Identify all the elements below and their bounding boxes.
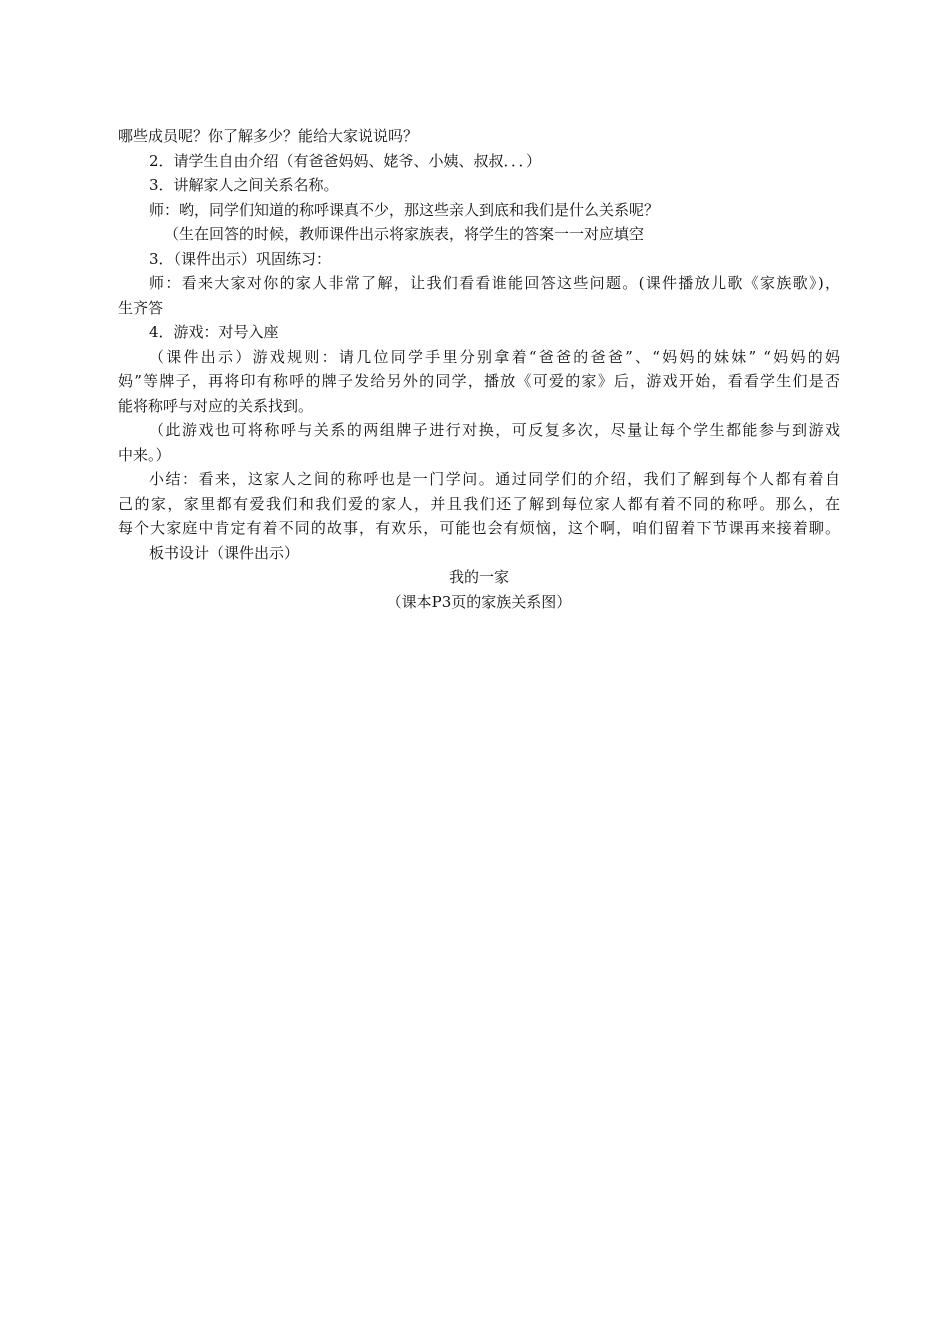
paragraph-line: 3．（课件出示）巩固练习：: [149, 249, 332, 268]
document-body: [118, 124, 840, 614]
paragraph-line: 4．游戏：对号入座: [149, 323, 279, 341]
paragraph-line: 己的家，家里都有爱我们和我们爱的家人，并且我们还了解到每位家人都有着不同的称呼。那么，在: [118, 494, 840, 513]
paragraph-line: （课件出示）游戏规则：请几位同学手里分别拿着“爸爸的爸爸”、“妈妈的妹妹” “妈妈的妈: [149, 347, 840, 366]
paragraph-line: 每个大家庭中肯定有着不同的故事，有欢乐，可能也会有烦恼，这个啊，咱们留着下节课再来接着聊。: [118, 519, 840, 537]
board-title: 我的一家: [448, 568, 509, 586]
paragraph-line: 生齐答: [118, 298, 164, 317]
board-subtitle: （课本P3页的家族关系图）: [386, 592, 572, 611]
paragraph-line: 板书设计（课件出示）: [149, 543, 300, 562]
paragraph-line: 中来。）: [118, 445, 171, 464]
paragraph-line: （生在回答的时候，教师课件出示将家族表，将学生的答案一一对应填空: [164, 225, 645, 243]
paragraph-line: 小结：看来，这家人之间的称呼也是一门学问。通过同学们的介绍，我们了解到每个人都有着自: [149, 470, 840, 488]
paragraph-line: 2．请学生自由介绍（有爸爸妈妈、姥爷、小姨、叔叔．．．）: [149, 151, 542, 170]
paragraph-line: 能将称呼与对应的关系找到。: [118, 396, 314, 415]
paragraph-line: （此游戏也可将称呼与关系的两组牌子进行对换，可反复多次，尽量让每个学生都能参与到游戏: [149, 421, 840, 439]
paragraph-line: 师：看来大家对你的家人非常了解，让我们看看谁能回答这些问题。(课件播放儿歌《家族歌》)，: [149, 274, 840, 292]
paragraph-line: 师：哟，同学们知道的称呼课真不少，那这些亲人到底和我们是什么关系呢？: [149, 200, 660, 219]
paragraph-line: 妈”等牌子，再将印有称呼的牌子发给另外的同学，播放《可爱的家》后，游戏开始，看看学生们是否: [118, 372, 840, 390]
paragraph-line: 3．讲解家人之间关系名称。: [149, 176, 339, 194]
paragraph-line: 哪些成员呢？你了解多少？能给大家说说吗？: [118, 127, 419, 145]
